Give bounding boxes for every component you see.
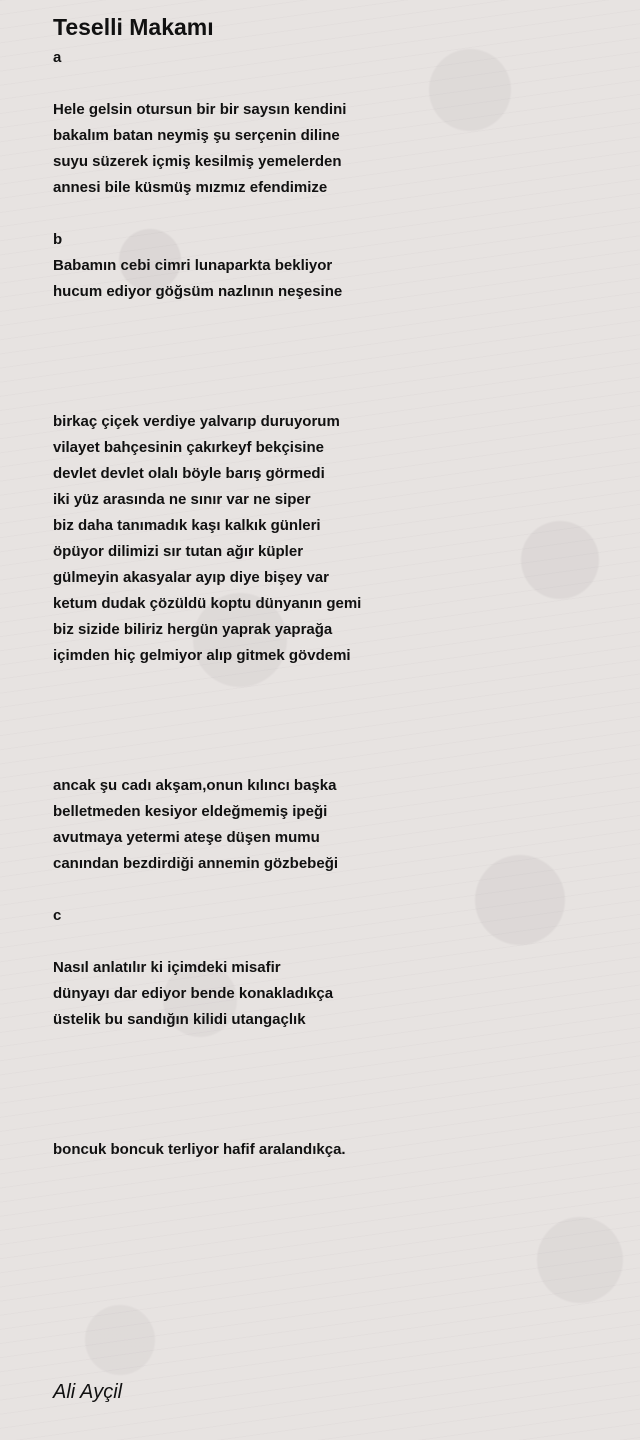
poem-line [53,1111,613,1137]
poem-line: c [53,907,62,924]
poem-line: avutmaya yetermi ateşe düşen mumu [53,829,320,846]
poem-line [53,1033,613,1059]
poem-line: öpüyor dilimizi sır tutan ağır küpler [53,543,304,560]
poem-line: biz sizide biliriz hergün yaprak yaprağa [53,621,333,638]
poem-line [53,1059,613,1085]
poem-line: gülmeyin akasyalar ayıp diye bişey var [53,569,329,586]
poem-line: içimden hiç gelmiyor alıp gitmek gövdemi [53,647,351,664]
poem-line [53,695,613,721]
poem-line [53,1085,613,1111]
poem-line [53,71,613,97]
poem-line [53,721,613,747]
poem-line: ketum dudak çözüldü koptu dünyanın gemi [53,595,362,612]
poem-line: üstelik bu sandığın kilidi utangaçlık [53,1011,306,1028]
poem-title: Teselli Makamı [53,14,214,40]
poem-line: Hele gelsin otursun bir bir saysın kendini [53,101,347,118]
poem-line: ancak şu cadı akşam,onun kılıncı başka [53,777,337,794]
poem-line: boncuk boncuk terliyor hafif aralandıkça. [53,1141,346,1158]
poem-line: suyu süzerek içmiş kesilmiş yemelerden [53,153,342,170]
poem-line: Nasıl anlatılır ki içimdeki misafir [53,959,281,976]
poem-container [53,10,613,1163]
poem-line: dünyayı dar ediyor bende konakladıkça [53,985,334,1002]
poem-author[interactable]: Ali Ayçil [53,1381,123,1403]
poem-body [53,45,613,1163]
poem-line: belletmeden kesiyor eldeğmemiş ipeği [53,803,328,820]
poem-line [53,929,613,955]
poem-line: hucum ediyor göğsüm nazlının neşesine [53,283,343,300]
poem-line [53,201,613,227]
poem-line: iki yüz arasında ne sınır var ne siper [53,491,311,508]
poem-line: b [53,231,63,248]
poem-line [53,747,613,773]
poem-line [53,383,613,409]
poem-line [53,331,613,357]
poem-line [53,357,613,383]
poem-line: a [53,49,62,66]
poem-line: devlet devlet olalı böyle barış görmedi [53,465,325,482]
poem-line: biz daha tanımadık kaşı kalkık günleri [53,517,321,534]
poem-line: annesi bile küsmüş mızmız efendimize [53,179,328,196]
poem-line [53,305,613,331]
poem-line: birkaç çiçek verdiye yalvarıp duruyorum [53,413,340,430]
poem-line [53,669,613,695]
poem-line: Babamın cebi cimri lunaparkta bekliyor [53,257,333,274]
poem-line: vilayet bahçesinin çakırkeyf bekçisine [53,439,324,456]
poem-line: canından bezdirdiği annemin gözbebeği [53,855,339,872]
poem-line: bakalım batan neymiş şu serçenin diline [53,127,340,144]
poem-line [53,877,613,903]
